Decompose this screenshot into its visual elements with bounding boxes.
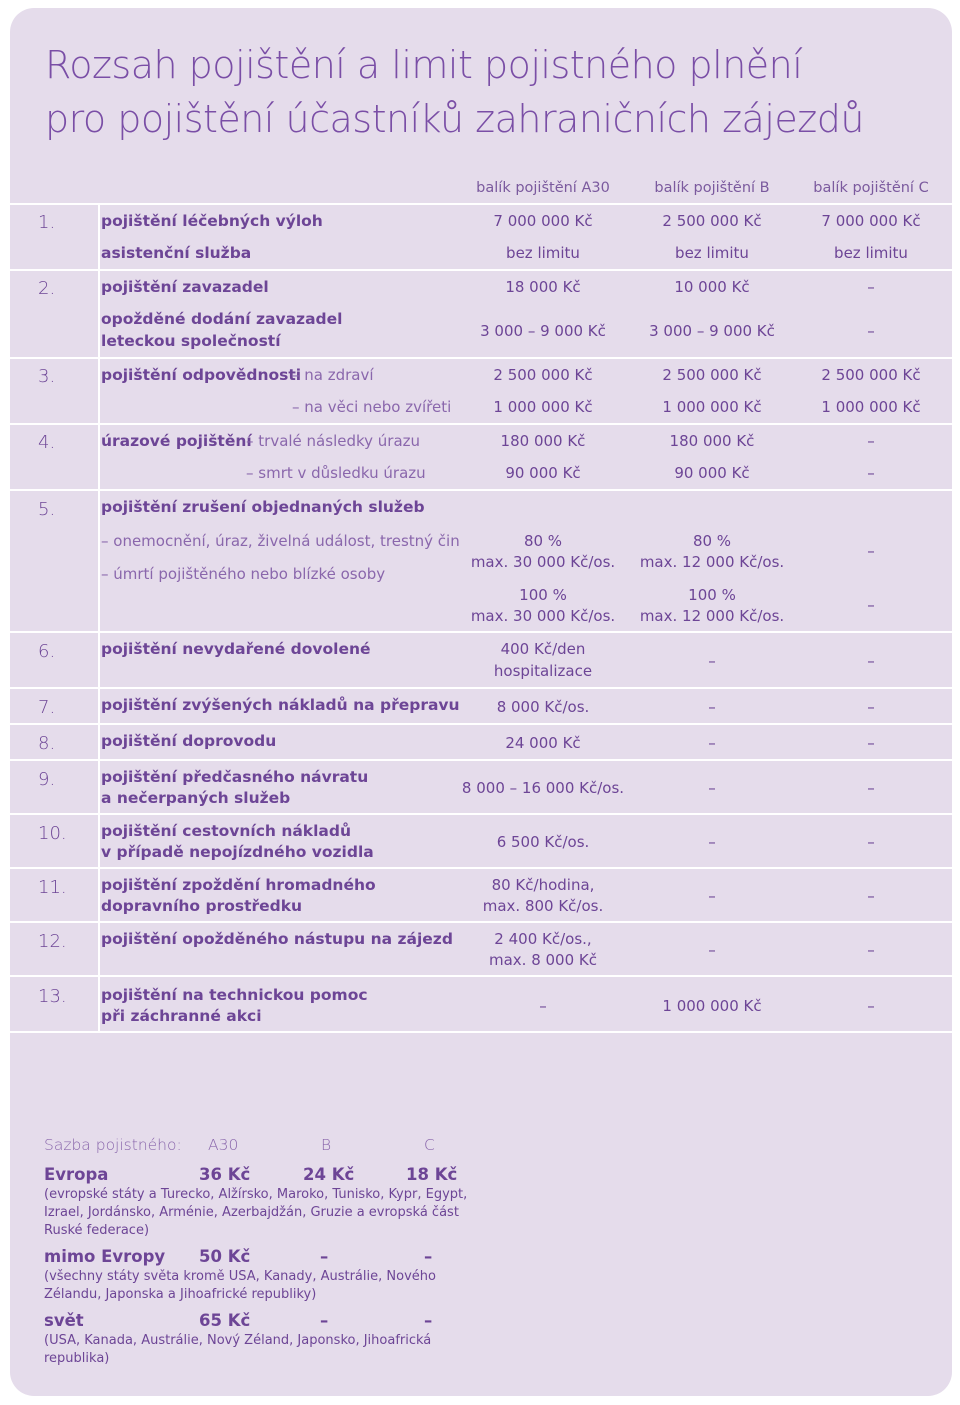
table-row	[10, 725, 952, 761]
row-label: pojištění zvýšených nákladů na přepravu	[101, 696, 460, 714]
cell-b: 3 000 – 9 000 Kč	[649, 322, 775, 340]
row-number: 8.	[38, 733, 56, 754]
table-row	[10, 457, 952, 491]
cell-b: 2 500 000 Kč	[662, 212, 762, 230]
row-number: 3.	[38, 366, 56, 387]
divider	[98, 725, 100, 759]
row-number: 5.	[38, 499, 56, 520]
divider	[98, 923, 100, 975]
row-number: 9.	[38, 769, 56, 790]
table-row	[10, 359, 952, 391]
table-row	[10, 689, 952, 725]
table-row	[10, 425, 952, 457]
zone-name: mimo Evropy	[44, 1247, 166, 1266]
cell-a: 400 Kč/den	[500, 640, 586, 658]
row-label: úrazové pojištění	[101, 432, 252, 450]
row-label-line-2: v případě nepojízdného vozidla	[101, 843, 374, 861]
cell-a: hospitalizace	[493, 662, 593, 680]
row-number: 11.	[38, 877, 67, 898]
cell-b: max. 12 000 Kč/os.	[639, 553, 785, 571]
cell-b: bez limitu	[675, 244, 749, 262]
cell-c: 1 000 000 Kč	[821, 398, 921, 416]
table-row	[10, 205, 952, 237]
cell-a: 80 Kč/hodina,	[491, 876, 595, 894]
row-label: pojištění léčebných výloh	[101, 212, 323, 230]
zone-price-c: 18 Kč	[406, 1165, 458, 1184]
zone-price-c: –	[424, 1247, 433, 1266]
table-row	[10, 237, 952, 271]
cell-a: 18 000 Kč	[505, 278, 581, 296]
row-sublabel: – onemocnění, úraz, živelná událost, trestný čin	[101, 532, 460, 550]
table-row	[10, 391, 952, 425]
row-number: 13.	[38, 986, 67, 1007]
table-row	[10, 815, 952, 869]
cell-b: –	[708, 833, 716, 851]
zone-name: svět	[44, 1311, 84, 1330]
zone-price-b: 24 Kč	[303, 1165, 355, 1184]
cell-b: –	[708, 734, 716, 752]
table-row	[10, 303, 952, 359]
row-label-line-2: dopravního prostředku	[101, 897, 303, 915]
title-line-2: pro pojištění účastníků zahraničních zájezdů	[45, 97, 864, 141]
page-title	[45, 38, 945, 146]
row-label: pojištění opožděného nástupu na zájezd	[101, 930, 453, 948]
row-label-line-1: pojištění na technickou pomoc	[101, 986, 368, 1004]
row-label: pojištění odpovědnosti	[101, 366, 302, 384]
cell-c: –	[867, 698, 875, 716]
divider	[98, 815, 100, 867]
row-label-line-1: pojištění zpoždění hromadného	[101, 876, 376, 894]
cell-a: 180 000 Kč	[500, 432, 586, 450]
cell-b: 10 000 Kč	[674, 278, 750, 296]
divider	[98, 977, 100, 1031]
zone-price-a: 65 Kč	[199, 1311, 251, 1330]
cell-c: –	[867, 941, 875, 959]
row-sublabel: – smrt v důsledku úrazu	[246, 464, 426, 482]
cell-b: 90 000 Kč	[674, 464, 750, 482]
cell-b: –	[708, 887, 716, 905]
row-label-line-1: opožděné dodání zavazadel	[101, 310, 343, 328]
row-sublabel: – úmrtí pojištěného nebo blízké osoby	[101, 565, 386, 583]
cell-a: 7 000 000 Kč	[493, 212, 593, 230]
zone-description: (USA, Kanada, Austrálie, Nový Zéland, Japonsko, Jihoafrická republika)	[44, 1333, 432, 1366]
cell-c: –	[867, 542, 875, 560]
cell-b: 100 %	[688, 586, 736, 604]
table-row	[10, 491, 952, 633]
cell-b: –	[708, 779, 716, 797]
table-row	[10, 869, 952, 923]
cell-a: 8 000 Kč/os.	[496, 698, 590, 716]
zone-price-a: 36 Kč	[199, 1165, 251, 1184]
row-number: 2.	[38, 278, 56, 299]
row-number: 1.	[38, 212, 56, 233]
row-sublabel: – trvalé následky úrazu	[246, 432, 421, 450]
row-label: asistenční služba	[101, 244, 252, 262]
divider	[98, 869, 100, 921]
cell-a: 90 000 Kč	[505, 464, 581, 482]
divider	[98, 359, 100, 423]
cell-b: 80 %	[692, 532, 732, 550]
divider	[98, 633, 100, 687]
table-row	[10, 633, 952, 689]
rates-col-b: B	[321, 1136, 332, 1154]
cell-c: –	[867, 779, 875, 797]
zone-price-a: 50 Kč	[199, 1247, 251, 1266]
table-row	[10, 271, 952, 303]
cell-a: bez limitu	[506, 244, 580, 262]
cell-c: 2 500 000 Kč	[821, 366, 921, 384]
divider	[98, 271, 100, 357]
divider	[98, 761, 100, 813]
header-col-a: balík pojištění A30	[476, 180, 610, 196]
zone-name: Evropa	[44, 1165, 109, 1184]
cell-a: 6 500 Kč/os.	[496, 833, 590, 851]
cell-a: 100 %	[519, 586, 567, 604]
cell-c: –	[867, 997, 875, 1015]
cell-a: 80 %	[523, 532, 563, 550]
cell-a: 2 500 000 Kč	[493, 366, 593, 384]
row-label-line-2: a nečerpaných služeb	[101, 789, 291, 807]
cell-c: –	[867, 833, 875, 851]
table-row	[10, 761, 952, 815]
cell-c: –	[867, 652, 875, 670]
cell-b: –	[708, 941, 716, 959]
cell-c: –	[867, 432, 875, 450]
row-number: 12.	[38, 931, 67, 952]
row-label: pojištění doprovodu	[101, 732, 277, 750]
table-row	[10, 923, 952, 977]
row-label-line-2: leteckou společností	[101, 332, 281, 350]
cell-a: 8 000 – 16 000 Kč/os.	[461, 779, 625, 797]
cell-a: max. 8 000 Kč	[488, 951, 597, 969]
cell-b: 1 000 000 Kč	[662, 398, 762, 416]
zone-description: (všechny státy světa kromě USA, Kanady, Austrálie, Nového Zélandu, Japonska a Jihoafrické republiky)	[44, 1269, 436, 1302]
cell-a: max. 30 000 Kč/os.	[470, 553, 616, 571]
cell-c: –	[867, 278, 875, 296]
rates-col-c: C	[424, 1136, 435, 1154]
divider	[98, 205, 100, 269]
title-line-1: Rozsah pojištění a limit pojistného plnění	[45, 43, 803, 87]
cell-b: 1 000 000 Kč	[662, 997, 762, 1015]
cell-c: –	[867, 464, 875, 482]
cell-b: –	[708, 698, 716, 716]
cell-c: bez limitu	[834, 244, 908, 262]
cell-b: max. 12 000 Kč/os.	[639, 607, 785, 625]
row-sublabel: – na věci nebo zvířeti	[292, 398, 452, 416]
table-row	[10, 977, 952, 1033]
row-number: 7.	[38, 697, 56, 718]
header-col-c: balík pojištění C	[813, 180, 929, 196]
cell-c: –	[867, 887, 875, 905]
row-label: pojištění nevydařené dovolené	[101, 640, 371, 658]
zone-price-c: –	[424, 1311, 433, 1330]
row-label-line-1: pojištění předčasného návratu	[101, 768, 369, 786]
header-col-b: balík pojištění B	[654, 180, 770, 196]
cell-a: max. 800 Kč/os.	[482, 897, 604, 915]
row-label-line-1: pojištění cestovních nákladů	[101, 822, 352, 840]
zone-price-b: –	[320, 1311, 329, 1330]
row-number: 4.	[38, 432, 56, 453]
table-header	[10, 171, 952, 205]
row-label: pojištění zavazadel	[101, 278, 269, 296]
rates-heading: Sazba pojistného:	[44, 1136, 182, 1154]
row-label: pojištění zrušení objednaných služeb	[101, 498, 425, 516]
row-number: 6.	[38, 641, 56, 662]
divider	[98, 491, 100, 631]
cell-c: 7 000 000 Kč	[821, 212, 921, 230]
cell-c: –	[867, 734, 875, 752]
cell-b: 2 500 000 Kč	[662, 366, 762, 384]
cell-c: –	[867, 322, 875, 340]
cell-b: –	[708, 652, 716, 670]
cell-a: 3 000 – 9 000 Kč	[480, 322, 606, 340]
cell-a: 2 400 Kč/os.,	[494, 930, 592, 948]
cell-a: 1 000 000 Kč	[493, 398, 593, 416]
row-sublabel: – na zdraví	[292, 366, 374, 384]
cell-c: –	[867, 596, 875, 614]
row-number: 10.	[38, 823, 67, 844]
zone-description: (evropské státy a Turecko, Alžírsko, Maroko, Tunisko, Kypr, Egypt, Izrael, Jordánsko, Arménie, Azerbajdžán, Gruzie a evropská část Ruské federace)	[44, 1187, 468, 1238]
cell-a: 24 000 Kč	[505, 734, 581, 752]
cell-a: –	[539, 997, 547, 1015]
rates-col-a: A30	[208, 1136, 239, 1154]
divider	[98, 425, 100, 489]
cell-a: max. 30 000 Kč/os.	[470, 607, 616, 625]
zone-price-b: –	[320, 1247, 329, 1266]
cell-b: 180 000 Kč	[669, 432, 755, 450]
row-label-line-2: při záchranné akci	[101, 1007, 262, 1025]
divider	[98, 689, 100, 723]
